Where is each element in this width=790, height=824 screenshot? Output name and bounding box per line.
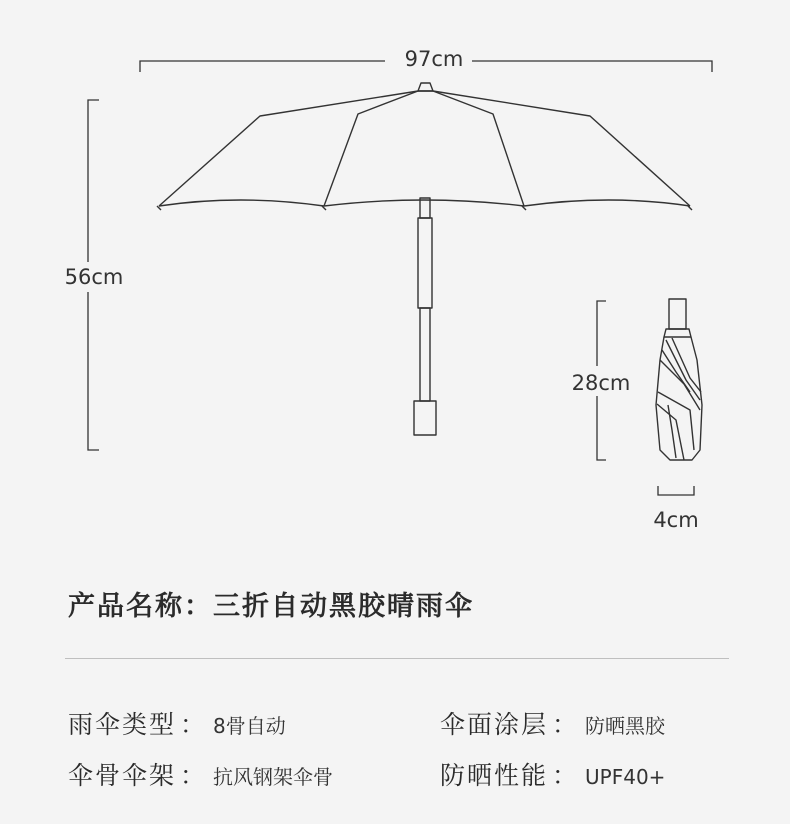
folded-height-label: 28cm: [571, 371, 631, 395]
spec-uv-colon: ：: [552, 761, 578, 790]
product-name: 产品名称：三折自动黑胶晴雨伞: [68, 591, 474, 622]
folded-width-dimension: [658, 486, 694, 495]
spec-type-value: 8骨自动: [213, 714, 286, 738]
spec-type: [68, 705, 286, 741]
spec-coating-value: 防晒黑胶: [585, 714, 666, 738]
canopy-rim-right: [524, 200, 690, 206]
umbrella-handle: [414, 401, 436, 435]
spec-coating-colon: ：: [552, 710, 578, 739]
canopy-inner-rib-right: [433, 91, 524, 206]
width-label: 97cm: [404, 47, 464, 71]
spec-uv: [440, 756, 665, 792]
spec-type-label: 雨伞类型: [68, 710, 177, 739]
spec-frame-value: 抗风钢架伞骨: [213, 765, 334, 789]
spec-uv-value: UPF40+: [585, 765, 666, 789]
height-label: 56cm: [64, 265, 124, 289]
canopy-rim-center: [324, 200, 524, 206]
folded-width-label: 4cm: [653, 508, 699, 532]
umbrella-shaft-top: [420, 198, 430, 218]
canopy-inner-rib-left: [324, 91, 418, 206]
spec-frame: [68, 756, 333, 792]
spec-coating: [440, 705, 665, 741]
folded-umbrella: [656, 299, 702, 460]
canopy-outline: [159, 91, 690, 206]
umbrella-top-knob: [418, 83, 433, 91]
folded-handle: [669, 299, 686, 329]
canopy-rim-left: [159, 200, 324, 206]
umbrella-shaft-lower: [420, 308, 430, 401]
spec-type-colon: ：: [180, 710, 206, 739]
spec-uv-label: 防晒性能: [440, 761, 549, 790]
spec-frame-colon: ：: [180, 761, 206, 790]
spec-coating-label: 伞面涂层: [440, 710, 549, 739]
divider: [65, 658, 729, 659]
umbrella-shaft: [418, 218, 432, 308]
spec-frame-label: 伞骨伞架: [68, 761, 177, 790]
folded-body-outline: [656, 337, 702, 460]
folded-collar: [664, 329, 691, 337]
